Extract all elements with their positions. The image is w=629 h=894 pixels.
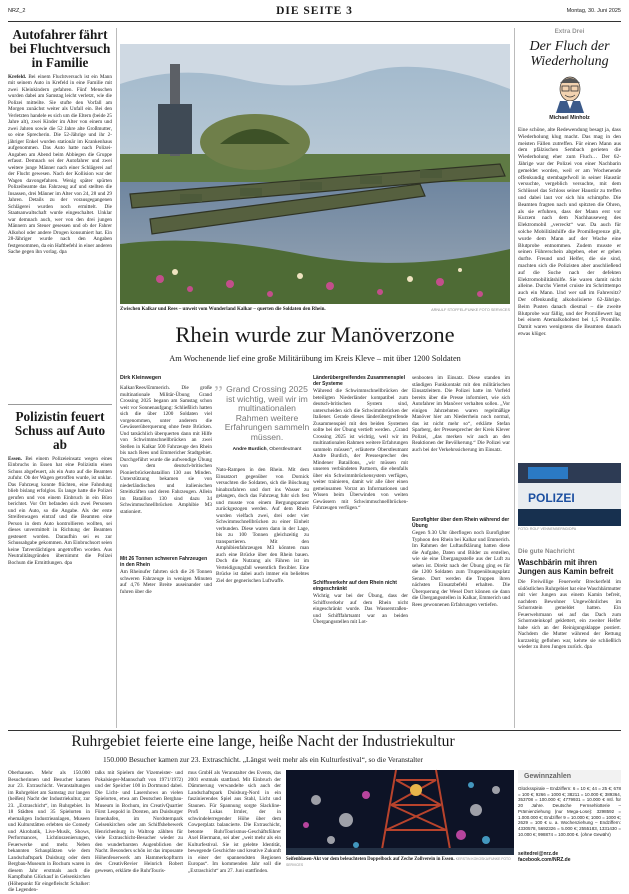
- main-text-4b: Gegen 9.30 Uhr überflogen noch Eurofighter Typhoon den Rhein bei Kalkar und Emmerich. Im Rahmen der Luftaufklärung hatten diese die Aufgabe, Daten und Bilder zu erstellen, wie sie eine Übergangsstelle aus der Luft zu sehen ist. Direkt nach der Übung ging es für die 1200 Soldaten zum Truppenübungsplatz Senne. Dort werden die Truppen ihren nächsten Einsatzbefehl erhalten. Die Überquerung der Wesel Dort können sie dann die Übergangsstellen in Kalkar, Emmerich und Rees gewonnenen Erfahrungen vertiefen.: [412, 530, 510, 608]
- police-car-image: [518, 463, 621, 526]
- police-photo-credit: FOTO: ROLF VENNENBERND/DPA: [518, 527, 577, 531]
- bottom-col-1: Oberhausen. Mehr als 150.000 Besucherinnen und Besucher kamen zur 23. Extraschicht. Veranstaltungen im Ruhrgebiet am Samstag zur langen (heißen) Nacht der Industriekultur, zur 23. „Extraschicht“, im Ruhrgebiet. In 18 Städten und 35 Spielorten in ehemaligen Industrieanlagen, Museen und Kulturstätten erlebten sie Comedy und Akrobatik, Live-Musik, Shows, Performances, Lichtinszenierungen, Feuerwerke und mehr. Neben bekannten Schauplätzen wie dem Landschaftspark Duisburg oder dem Bergbau-Museum in Bochum waren in diesem Jahr erstmals auch die Kampfbahn Glückauf in Gelsenkirchen (Höhepunkt für eingefleischt Schalker: die Legenden-: [8, 770, 90, 893]
- police-photo: [518, 463, 621, 526]
- headline-autofahrer: Autofahrer fährt bei Fluchtversuch in Familie: [9, 27, 111, 70]
- headline-polizistin: Polizistin feuert Schuss auf Auto ab: [14, 409, 106, 452]
- quote-author: Andre Burdich: [232, 447, 267, 452]
- column-extra-drei: [518, 28, 621, 423]
- bottom-photo: [286, 770, 514, 855]
- main-text-3: Während die Schwimmschnellbrücken der beteiligten Niederländer kompatibel zum deutsch-britischen System sind, unterscheiden sich die Schwimmbrücken der Italiener. Gerade dieses länderübergreifende Zusammenspiel mit den beiden Systemen sollte bei der Übung vertieft werden. „Grand Crossing 2025 ist wichtig, weil wir im multinationalen Rahmen weitere Erfahrungen sammeln müssen“, erläuterte Oberstleutnant Andre Burdich, der Pressesprecher des Mindener Bataillons, „wir müssen mit unseren verbündeten Partnern, die ebenfalls über ein Schwimmbrückensystem verfügen, weiter trainieren, damit wir alle über einen gemeinsamen Vorrat an Informationen und Wissen beim Überwinden von weiten Gewässern mit Schwimmschnellbrücken-Fahrzeugen verfügen.“: [313, 388, 408, 511]
- column-kicker: Extra Drei: [554, 28, 585, 35]
- lottery-title: Gewinnzahlen: [518, 770, 621, 783]
- author-name: Dirk Kleinwegen: [120, 375, 162, 381]
- bottom-subheadline: 150.000 Besucher kamen zur 23. Extraschicht. „Längst weit mehr als ein Kulturfestival“, so die Veranstalter: [102, 755, 424, 764]
- author-caricature-icon: [550, 75, 590, 113]
- main-text-4: senbooten im Einsatz. Diese standen im ständigen Funkkontakt mit den militärischen Einsatzleitern. Die Polizei hatte im Vorfeld bereits über die Presse informiert, wie sich Autofahrer im Manöver verhalten sollen. „Vor einigen Jahrzehnten waren regelmäßige Manöver hier am Niederrhein noch normal, das ist nicht mehr so“, erklärte Stefan Sparberg, der Pressesprecher der Kreis Klever Polizei, „das merken wir auch an den Reaktionen der Bevölkerung.“ Die Polizei war auch bei der Verkehrssicherung im Einsatz.: [412, 375, 510, 453]
- caption-text: Seifenblasen-Akt vor dem beleuchteten Doppelbock auf Zeche Zollverein in Essen.: [286, 857, 455, 862]
- bottom-photo-caption: [286, 857, 514, 868]
- quote-text: Grand Crossing 2025 ist wichtig, weil wir im multinationalen Rahmen weitere Erfahrungen sammeln müssen.: [224, 384, 310, 442]
- main-text-1b: Am Rheinufer fahrten sich die 26 Tonnen schweren Fahrzeuge in wenigen Minuten auf 4,76 Meter Breite auseinander und fuhren über die: [120, 569, 212, 595]
- dateline: Essen.: [8, 455, 22, 462]
- article-gute-nachricht: [518, 548, 621, 709]
- subheading: Schiffsverkehr auf dem Rhein nicht eingeschränkt: [313, 580, 397, 592]
- contact-facebook[interactable]: facebook.com/NRZ.de: [518, 857, 571, 863]
- main-photo-caption: [120, 307, 510, 315]
- column-headline: Der Fluch der Wiederholung: [529, 39, 610, 69]
- column-author: Michael Minholz: [549, 115, 590, 121]
- bottom-col-3: mus GmbH als Veranstalter des Events, das 2001 erstmals stattfand. Mit Einbruch der Dämmerung verwandelte sich auch der Landschaftspark Duisburg-Nord in ein faszinierendes Spiel aus Stahl, Licht und Staunen. Für Spannung sorgte Slackline-Profi Lukas Irmler, der in schwindelerregender Höhe über dem Cowperplatz balancierte. Die Extraschicht, betonte RuhrTourismus-Geschäftsführer Axel Biermann, sei aber „weit mehr als ein Kulturfestival. Sie ist gelebte Identität, bewegende Geschichte und kreative Zukunft in einer der spannendsten Regionen Europas“. Im kommenden Jahr soll die „Extraschicht“ am 27. Juni stattfinden.: [188, 770, 281, 874]
- lottery-box: [518, 770, 621, 868]
- main-subheadline: Am Wochenende lief eine große Militärübung im Kreis Kleve – mit über 1200 Soldaten: [169, 354, 461, 363]
- column-text: Eine schöne, alte Redewendung besagt ja, dass Wiederholung klug macht. Das mag in den meisten Fällen zutreffen. Für einen Mann aus dem pfälzischen Sembach gerieten die Wiederholung eher zum Fluch… Der 62-Jährige war der Polizei von einer Nachbarin gemeldet worden, weil er am Wochenende offenkundig stembagefwoll in seiner Haustür versuchte, vergeblich versuchte, mit dem Schlüssel das Schloss seiner Haustür zu treffen und dabei laut vor sich hin schimpfte. Die Beamten fragten nach und spitzten die Ohren, als sie erfuhren, dass der Mann erst vor Kurzem nach dem Nachhauseweg des Elektromobil „verreckt“ war. Da auch für solche Mobilitätshilfe die Promillegrenze gilt, wurde dem Mann auf der Wache eine Blutprobe entnommen. Zudem musste er seinen Führerschein abgeben, eher er gehen durfte. Freund und Helfer, die sie sind, machten sich die Polizisten aber anschließend auf die Suche nach der defekten Elektromobilitätshilfe. Sie waren damit nicht alleine. Durchs Viertel cruiste im Schritttempo auch ein Mann. Und wer saß im Fahrersitz? Der offenkundig alkoholisierte 62-Jährige. Beim Pusten danach diesmal – die zweite Blutprobe war fällig, und der Promillewert lag bei einem Atemalkoholtest bei 1,5 Promille. Damit waren wenigstens die Beamten danach etwas klüger.: [518, 127, 621, 337]
- subheading: Eurofighter über dem Rhein während der Übung: [412, 517, 510, 529]
- article-text: Bei einem Polizeieinsatz wegen eines Einbruchs in Essen hat eine Polizistin einen Schuss abgefeuert, als ein Auto auf die Beamten zufuhr. Ob der Wagen getroffen wurde, ist unklar. Das Fahrzeug konnte flüchten, eine Fahndung blieb bislang erfolglos. Es lange hatte die Polizei gerufen und von einem Einbruch in ein Büro berichtet. Vor Ort befanden sich zwei Personen und ein Auto, so die Angabe. Als der erste Streifenwagen eintraf und die Beamten eine Person in dem Auto kontrollieren wollten, sei dieses unvermittelt in Richtung der Beamten gesteuert worden. Daraufhin sei es zur Schussabgabe gekommen. Am Einbruchsort seien keine Tatverdächtigen angetroffen worden. Aus Neutralitätsgründen übernimmt die Polizei Bochum die Ermittlungen. dpa: [8, 455, 113, 566]
- body-polizistin: [8, 456, 112, 699]
- article-autofahrer: [8, 28, 112, 392]
- article-polizistin: [8, 410, 112, 699]
- main-col-2: [214, 371, 310, 707]
- edition-label: NRZ_2: [8, 8, 26, 14]
- main-headline: Rhein wurde zur Manöverzone: [175, 322, 455, 347]
- bottom-col-2: talks mit Spielern der Vizemeister- und Pokalsieger-Mannschaft von 1971/1972) und der Speicher 100 in Dortmund dabei. Die Licht- und Lasershows an vielen Spielorten, etwa am Deutschen Bergbau-Museum in Bochum, im CreativQuartier Fürst Leopold in Dorsten, am Duisburger Innenhafen, im Nordsternpark Gelsenkirchen oder am Schiffshebewerk Henrichenburg in Waltrop zählten für viele Extraschicht-Besucher wieder zu den wunderbarsten Augenblicken der Nacht. Besonders schön ist das imposante Höhenfeuerwerk am Hammerkopfturm des CreativRevier Heinrich Robert gewesen, erklärte die RuhrTouris-: [95, 770, 183, 874]
- section-title: DIE SEITE 3: [276, 5, 353, 17]
- page-header: [8, 4, 621, 22]
- news-headline: Waschbärin mit ihren Jungen aus Kamin befreit: [518, 558, 614, 576]
- rhine-crossing-image: [120, 44, 510, 304]
- main-text-2: Nato-Rampen in den Rhein. Mit dem Einsatzort gegenüber von Dornick versuchten die Soldaten, sich die Böschung hinabzufahren und dort ins Wasser zu gelangen, doch das Fahrzeug fuhr sich fest und musste von einem Bergungspanzer zurückgezogen werden. Auf dem Rhein wurden vielfach zwei, drei oder vier Schwimmschnellbrücken zu einer Einheit verbunden. Diese waren dann in der Lage, bis zu 100 Tonnen gleichzeitig zu transportieren. Mit den Amphibienfahrzeugen M3 könnten man auch eine Brücke über den Rhein bauen. Doch die Nutzung als Fähren ist im Verteidigungsfall wesentlich flexibler. Eine Brücke ist dabei auch immer ein beliebtes Ziel der gegnerischen Luftwaffe.: [216, 467, 309, 584]
- extraschicht-night-image: [286, 770, 514, 855]
- caption-text: Zwischen Kalkar und Rees – unweit vom Wunderland Kalkar – querten die Soldaten den Rhein.: [120, 307, 326, 312]
- lottery-numbers: Glücksspirale – Endziffern: 6 = 10 €; 44 = 25 €; 678 = 100 €; 9266 = 1000 €; 38211 = 10.000 €; 389364, 353708 = 100.000 €; 4779931 = 10.000 € mtl. für 20 Jahre. Deutsche Fernsehlotterie – Prämienziehung (nur Mega-Lose): 3298592 = 1.000.000 €; Endziffer 9 = 10.000 €; 1000 = 1000 €; 2629 = 100 € u. a. Wochenziehung – Endziffern: 4330578, 5692326 = 5.000 €; 2555183, 1331430 = 10.000 €; 998874 = 100.000 €. (ohne Gewähr): [518, 786, 622, 837]
- body-autofahrer: [8, 74, 112, 392]
- main-text-3b: Wichtig war bei der Übung, dass der Schiffsverkehr auf dem Rhein nicht eingeschränkt wurde. Das Wasserstraßen- und Schifffahrtsamt war an beiden Übergangsstellen mit Lot-: [313, 593, 408, 625]
- quote-role: Oberstleutnant: [269, 447, 302, 452]
- police-photo-text: POLIZEI: [528, 491, 575, 505]
- pull-quote: „ Grand Crossing 2025 ist wichtig, weil wir im multinationalen Rahmen weitere Erfahrungen sammeln müssen. Andre Burdich, Oberstleutnant: [214, 371, 310, 452]
- subheading: Mit 26 Tonnen schweren Fahrzeugen in den Rhein: [120, 556, 208, 568]
- article-text: Bei einem Fluchtversuch ist ein Mann mit seinem Auto in Krefeld in eine Familie mit zwei Kleinkindern gefahren. Fünf Menschen wurden dabei am Samstag leicht verletzt, wie die Polizei mitteilte. Sie stufte den Vorfall am Morgen zunächst weiter als Unfall ein. Bei den Verletzten handele es sich um die Eltern (beide 25 Jahre alt), zwei Kinder im Alter von einem und zwei Jahren sowie die 52 Jahre alte Großmutter, so eine Sprecherin. Die 52-Jährige und ihr 2-jähriger Enkel wurden stationär im Krankenhaus aufgenommen. Das Auto hatte nach Polizei-Angaben am Abend beim Abbiegen die Gruppe erfasst. Demnach sei der Autofahrer und zwei weitere junge Männer nach einer Schlägerei auf der Flucht gewesen. Nach der Kollision war der Wagen davongefahren. Wenig später spürten Polizeibeamte das Fahrzeug auf und stellten die Insassen, drei Männer im Alter von 24, 28 und 29 Jahren. Details zu der vorausgegangenen Schlägerei wurden noch ermittelt. Die Staatsanwaltschaft wurde eingeschaltet. Unklar war demnach auch, wer von den drei jungen Männern am Steuer gesessen und ob der Fahrer Alkohol oder andere Drogen konsumiert hat. Ein 28-Jähriger wurde nach den Angaben festgenommen, da ein Haftbefehl in einer anderen Sache gegen ihn vorlag. dpa: [8, 73, 112, 256]
- main-text-1: Kalkar/Rees/Emmerich. Die große multinationale Militär-Übung Grand Crossing 2025 begann am Samstag schon weit vor Sonnenaufgang: Schließlich hatten sich die über 1200 Soldaten viel vorgenommen, unter anderem die Gewässerüberquerung ohne feste Brücken. Und tatsächlich überquerten dann mit Hilfe von Schwimmschnellbrücken an zwei Stellen in Kalkar 500 Fahrzeuge den Rhein bis nach Rees und Emmericher Stadtgebiet. Durchgeführt wurde die aufwendige Übung von dem deutsch-britischen Pionierbrückenbataillon 130 aus Minden. Unterstützung bekamen sie von niederländischen und italienischen Streitkräften und deren Fahrzeugen. Allein im Bataillon 130 sind dazu 34 Schwimmschnellbrücken Amphibie M3 stationiert.: [120, 385, 212, 515]
- dateline: Krefeld.: [8, 73, 27, 80]
- subheading: Länderübergreifendes Zusammenspiel der Systeme: [313, 375, 405, 387]
- bottom-headline: Ruhrgebiet feierte eine lange, heiße Nacht der Industriekultur: [71, 733, 455, 750]
- main-col-1: [120, 375, 212, 659]
- contact-email[interactable]: seitedrei@nrz.de: [518, 851, 559, 857]
- main-col-3: [313, 375, 408, 664]
- photo-credit: ARNULF STOFFEL/FUNKE FOTO SERVICES: [431, 308, 510, 312]
- news-text: Die Freiwillige Feuerwehr Breckerfeld im südöstlichen Ruhrgebiet hat eine Waschbärmutter mit vier Jungen aus einem Kamin befreit, nachdem Bewohner Ungewöhnliches im Schornstein gemeldet hatten. Ein Feuerwehrmann sei auf das Dach zum Schornsteinkopf geklettert, ein zweiter Helfer habe sich an der Reinigungsklappe postiert. Nachdem die Mutter während der Rettung kurzzeitig geflohen war, kehrte sie schließlich wieder zu ihren Jungen zurück. dpa: [518, 579, 621, 650]
- main-col-4: [412, 375, 510, 718]
- main-photo: [120, 44, 510, 304]
- photo-credit: KERSTIN KOKOSKA/FUNKE FOTO SERVICES: [286, 857, 511, 867]
- issue-date: Montag, 30. Juni 2025: [566, 8, 621, 14]
- news-kicker: Die gute Nachricht: [518, 548, 575, 555]
- author-portrait: [550, 75, 590, 113]
